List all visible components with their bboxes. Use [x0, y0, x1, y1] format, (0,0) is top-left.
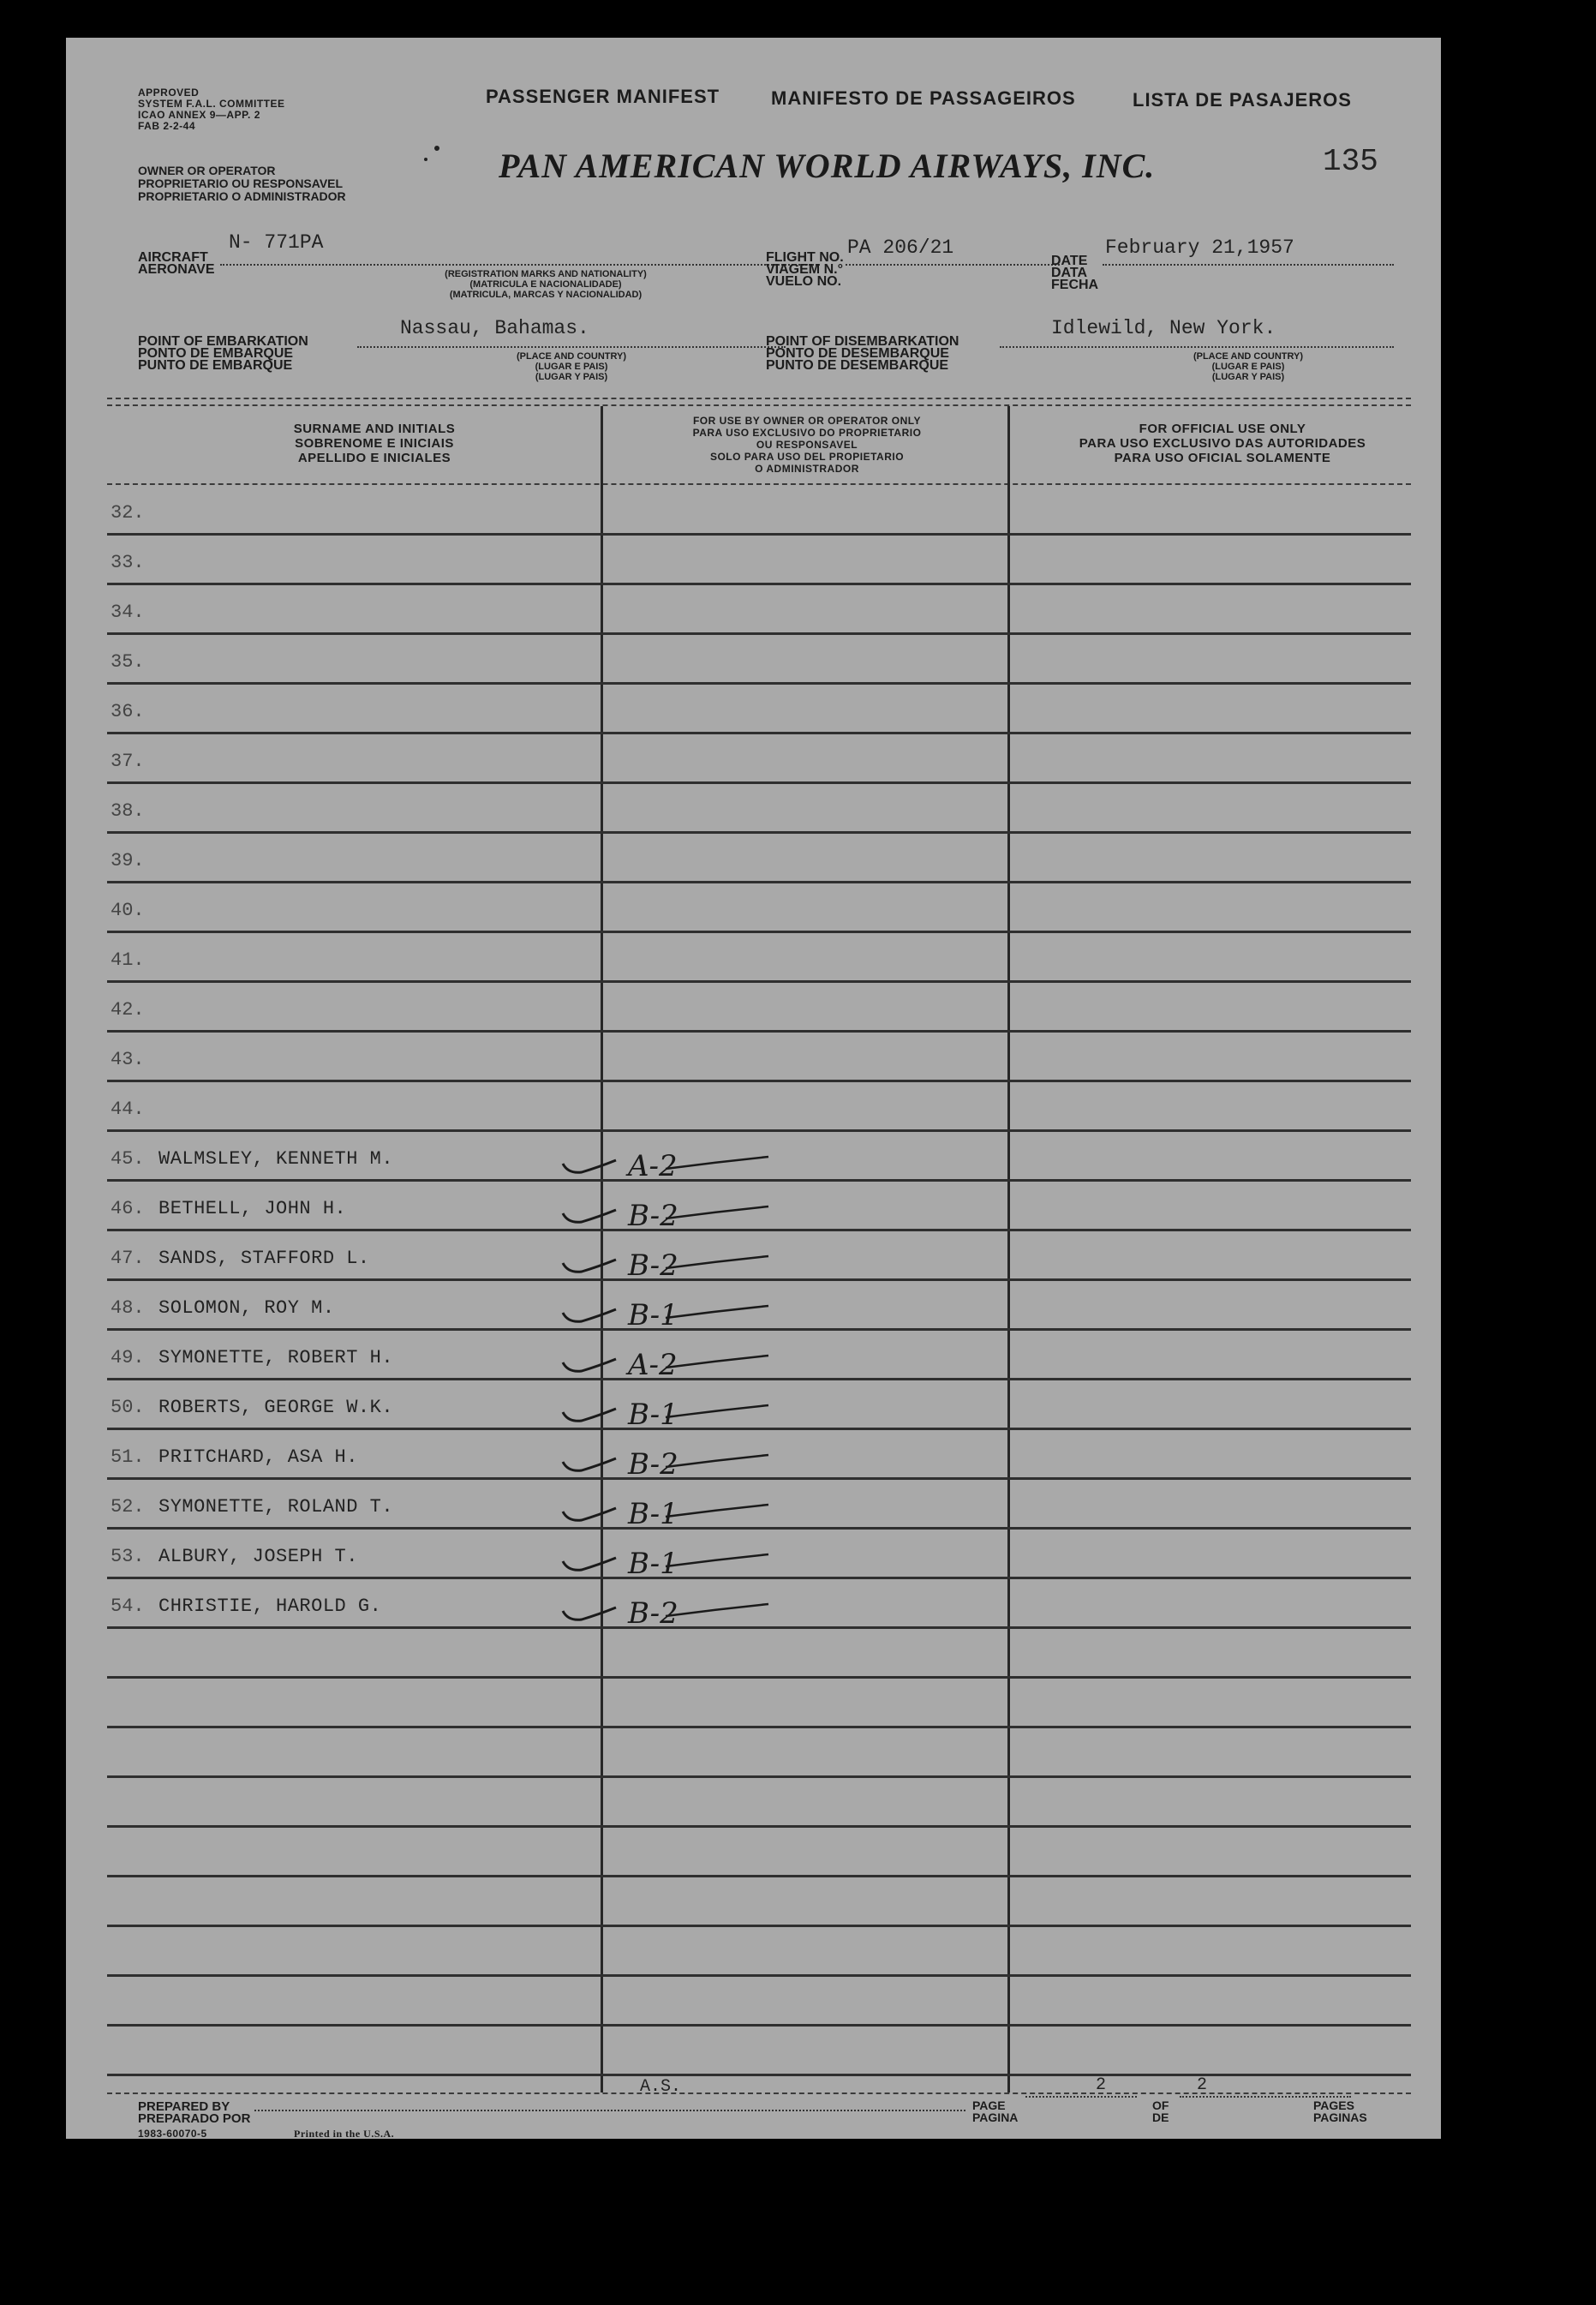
passenger-name: CHRISTIE, HAROLD G.: [158, 1596, 382, 1617]
embark-label-line: PUNTO DE EMBARQUE: [138, 358, 293, 373]
col-header-line: PARA USO EXCLUSIVO DO PROPRIETARIO: [692, 427, 922, 439]
disembark-label-line: PUNTO DE DESEMBARQUE: [766, 358, 949, 373]
row-number: 39.: [111, 850, 145, 871]
flight-label-line: VIAGEM N.°: [766, 262, 843, 277]
date-label-line: FECHA: [1051, 278, 1099, 292]
passenger-name: SOLOMON, ROY M.: [158, 1297, 335, 1319]
seat-class-mark: B-1: [628, 1298, 678, 1332]
row-number: 50.: [111, 1397, 145, 1418]
of-line: [1180, 2096, 1351, 2098]
passenger-name: SYMONETTE, ROBERT H.: [158, 1347, 394, 1368]
flight-label-line: FLIGHT NO.: [766, 250, 844, 265]
seat-class-mark: A-2: [628, 1348, 678, 1382]
of-label-line: OF: [1152, 2098, 1169, 2112]
printed-note: Printed in the U.S.A.: [294, 2128, 395, 2140]
row-number: 32.: [111, 502, 145, 524]
registration-note-line: (REGISTRATION MARKS AND NATIONALITY): [445, 269, 647, 279]
row-number: 47.: [111, 1248, 145, 1269]
page-label-line: PAGE: [972, 2098, 1006, 2112]
row-number: 48.: [111, 1297, 145, 1319]
aircraft-label-line: AERONAVE: [138, 262, 215, 277]
owner-label-line: PROPRIETARIO OU RESPONSAVEL: [138, 177, 344, 190]
handwritten-marks: [66, 38, 1441, 2139]
place-note-line: (PLACE AND COUNTRY): [516, 351, 627, 362]
date-label-line: DATA: [1051, 266, 1088, 280]
row-number: 40.: [111, 900, 145, 921]
col-header-line: O ADMINISTRADOR: [755, 463, 859, 475]
page-value: 2: [1096, 2075, 1107, 2095]
row-number: 37.: [111, 751, 145, 772]
prepared-line: [254, 2110, 965, 2111]
of-label: [1152, 2099, 1169, 2123]
table-bottom-rule: [107, 2092, 1411, 2094]
seat-class-mark: B-2: [628, 1199, 678, 1233]
seat-class-mark: B-1: [628, 1398, 678, 1432]
form-code: 1983-60070-5: [138, 2128, 207, 2140]
registration-note-line: (MATRICULA, MARCAS Y NACIONALIDAD): [449, 290, 643, 300]
col-header-line: SOLO PARA USO DEL PROPIETARIO: [709, 451, 905, 463]
owner-label-line: PROPRIETARIO O ADMINISTRADOR: [138, 189, 346, 203]
row-number: 53.: [111, 1546, 145, 1567]
col-header-line: SURNAME AND INITIALS: [293, 422, 456, 436]
approval-line: APPROVED: [138, 87, 200, 99]
row-number: 35.: [111, 651, 145, 673]
page-stamp: 135: [1323, 144, 1378, 179]
row-number: 54.: [111, 1596, 145, 1617]
row-number: 42.: [111, 999, 145, 1021]
prepared-label-line: PREPARED BY: [138, 2099, 230, 2114]
col-header-line: OU RESPONSAVEL: [756, 439, 858, 451]
row-number: 38.: [111, 800, 145, 822]
col-header-line: SOBRENOME E INICIAIS: [295, 436, 454, 451]
row-number: 45.: [111, 1148, 145, 1170]
page-line: [1025, 2096, 1137, 2098]
passenger-name: WALMSLEY, KENNETH M.: [158, 1148, 394, 1170]
row-number: 52.: [111, 1496, 145, 1518]
airline-name: PAN AMERICAN WORLD AIRWAYS, INC.: [499, 147, 1156, 185]
row-number: 34.: [111, 602, 145, 623]
disembark-label-line: PONTO DE DESEMBARQUE: [766, 346, 949, 361]
approval-line: FAB 2-2-44: [138, 120, 196, 132]
seat-class-mark: B-2: [628, 1447, 678, 1482]
passenger-name: SYMONETTE, ROLAND T.: [158, 1496, 394, 1518]
title-pt: MANIFESTO DE PASSAGEIROS: [771, 87, 1076, 109]
row-number: 51.: [111, 1446, 145, 1468]
approval-line: SYSTEM F.A.L. COMMITTEE: [138, 98, 285, 110]
col-header-line: APELLIDO E INICIALES: [297, 451, 451, 465]
date-label-line: DATE: [1051, 254, 1088, 268]
row-number: 36.: [111, 701, 145, 722]
approval-line: ICAO ANNEX 9—APP. 2: [138, 109, 260, 121]
pages-label-line: PAGES: [1313, 2098, 1354, 2112]
row-number: 43.: [111, 1049, 145, 1070]
pages-label: [1313, 2099, 1367, 2123]
title-en: PASSENGER MANIFEST: [486, 86, 720, 107]
embark-value: Nassau, Bahamas.: [400, 317, 589, 339]
row-number: 44.: [111, 1099, 145, 1120]
seat-class-mark: B-2: [628, 1596, 678, 1631]
pages-label-line: PAGINAS: [1313, 2110, 1367, 2124]
row-number: 33.: [111, 552, 145, 573]
owner-label-line: OWNER OR OPERATOR: [138, 164, 276, 177]
col-header-line: FOR USE BY OWNER OR OPERATOR ONLY: [692, 415, 922, 427]
row-number: 41.: [111, 949, 145, 971]
embark-label-line: POINT OF EMBARKATION: [138, 334, 308, 349]
row-number: 46.: [111, 1198, 145, 1219]
flight-label-line: VUELO NO.: [766, 274, 842, 289]
disembark-label-line: POINT OF DISEMBARKATION: [766, 334, 959, 349]
prepared-value: A.S.: [640, 2077, 682, 2097]
embark-label-line: PONTO DE EMBARQUE: [138, 346, 294, 361]
place-note-line: (LUGAR Y PAIS): [535, 372, 608, 382]
prepared-label-line: PREPARADO POR: [138, 2111, 251, 2126]
registration-note-line: (MATRICULA E NACIONALIDADE): [469, 279, 622, 290]
passenger-name: PRITCHARD, ASA H.: [158, 1446, 358, 1468]
passenger-name: SANDS, STAFFORD L.: [158, 1248, 370, 1269]
col-header-line: PARA USO EXCLUSIVO DAS AUTORIDADES: [1079, 436, 1366, 451]
prepared-label: [138, 2101, 250, 2125]
passenger-name: ROBERTS, GEORGE W.K.: [158, 1397, 394, 1418]
place-note-line: (LUGAR E PAIS): [1211, 362, 1285, 372]
seat-class-mark: B-1: [628, 1497, 678, 1531]
passenger-name: BETHELL, JOHN H.: [158, 1198, 347, 1219]
col-header-line: PARA USO OFICIAL SOLAMENTE: [1114, 451, 1331, 465]
place-note-line: (PLACE AND COUNTRY): [1193, 351, 1304, 362]
of-value: 2: [1197, 2075, 1208, 2095]
seat-class-mark: B-1: [628, 1547, 678, 1581]
passenger-name: ALBURY, JOSEPH T.: [158, 1546, 358, 1567]
seat-class-mark: B-2: [628, 1248, 678, 1283]
seat-class-mark: A-2: [628, 1149, 678, 1183]
flight-value: PA 206/21: [847, 236, 954, 259]
date-value: February 21,1957: [1105, 236, 1294, 259]
page-label-line: PAGINA: [972, 2110, 1019, 2124]
of-label-line: DE: [1152, 2110, 1169, 2124]
col-header-line: FOR OFFICIAL USE ONLY: [1139, 422, 1306, 436]
aircraft-value: N- 771PA: [229, 231, 324, 254]
page-label: [972, 2099, 1018, 2123]
place-note-line: (LUGAR Y PAIS): [1211, 372, 1285, 382]
row-number: 49.: [111, 1347, 145, 1368]
title-es: LISTA DE PASAJEROS: [1133, 89, 1352, 111]
place-note-line: (LUGAR E PAIS): [535, 362, 608, 372]
aircraft-label-line: AIRCRAFT: [138, 250, 208, 265]
disembark-value: Idlewild, New York.: [1051, 317, 1276, 339]
manifest-sheet: [66, 38, 1441, 2139]
